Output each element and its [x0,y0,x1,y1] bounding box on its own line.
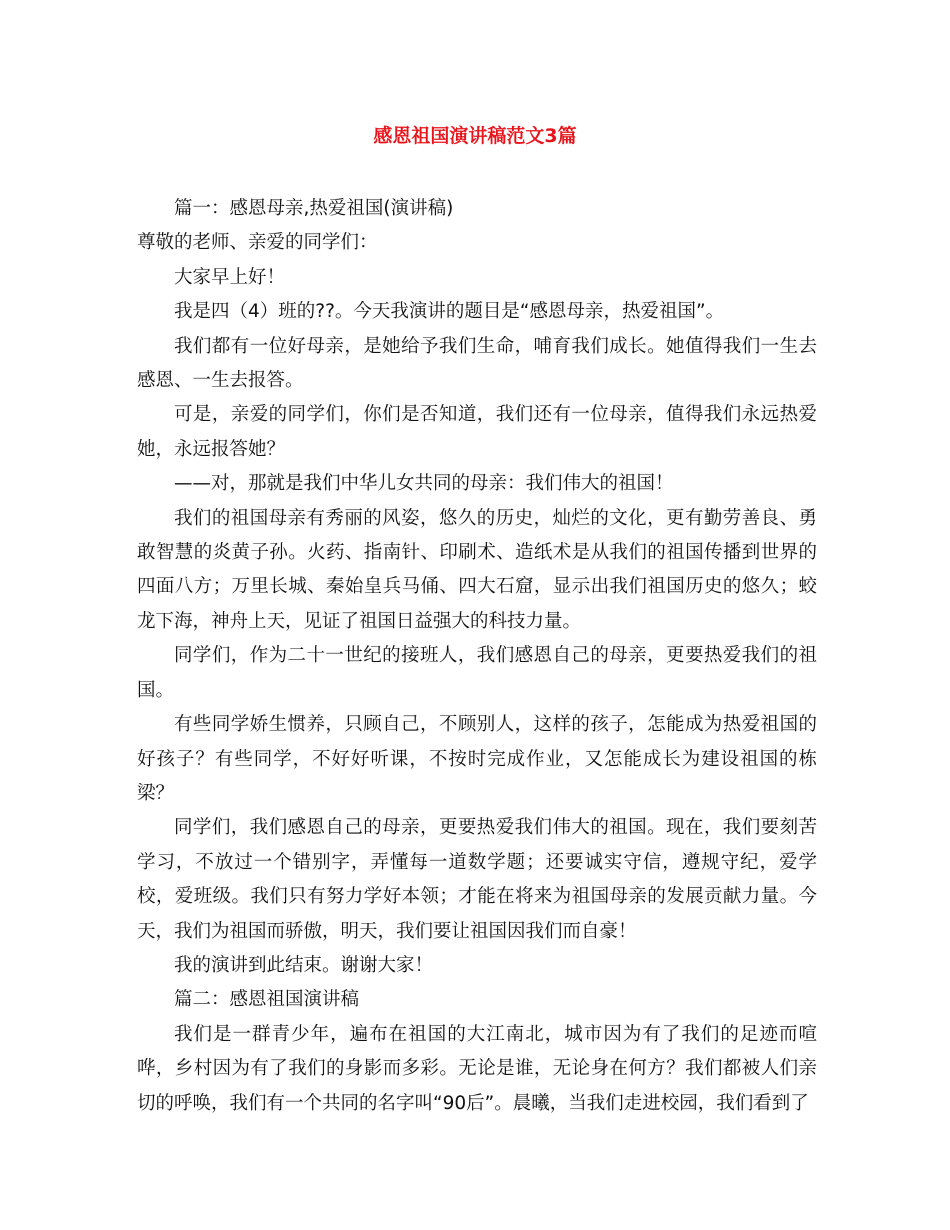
paragraph: 我的演讲到此结束。谢谢大家！ [174,954,434,976]
document-body [137,192,817,1121]
paragraph: 篇二：感恩祖国演讲稿 [174,989,360,1011]
paragraph: 我们的祖国母亲有秀丽的风姿，悠久的历史，灿烂的文化，更有勤劳善良、勇敢智慧的炎黄子孙。火药、指南针、印刷术、造纸术是从我们的祖国传播到世界的四面八方；万里长城、秦始皇兵马俑、四大石窟，显示出我们祖国历史的悠久；蛟龙下海，神舟上天，见证了祖国日益强大的科技力量。 [137,507,817,632]
paragraph: 我是四（4）班的??。今天我演讲的题目是“感恩母亲，热爱祖国”。 [174,301,725,323]
paragraph: 我们都有一位好母亲，是她给予我们生命，哺育我们成长。她值得我们一生去感恩、一生去报答。 [137,335,817,392]
paragraph: 尊敬的老师、亲爱的同学们： [137,232,378,254]
paragraph: ——对，那就是我们中华儿女共同的母亲：我们伟大的祖国！ [174,473,674,495]
paragraph: 同学们，我们感恩自己的母亲，更要热爱我们伟大的祖国。现在，我们要刻苦学习，不放过一个错别字，弄懂每一道数学题；还要诚实守信，遵规守纪，爱学校，爱班级。我们只有努力学好本领；才能在将来为祖国母亲的发展贡献力量。今天，我们为祖国而骄傲，明天，我们要让祖国因我们而自豪！ [137,817,817,942]
paragraph: 同学们，作为二十一世纪的接班人，我们感恩自己的母亲，更要热爱我们的祖国。 [137,645,817,701]
paragraph: 篇一：感恩母亲,热爱祖国(演讲稿) [174,198,454,219]
paragraph: 可是，亲爱的同学们，你们是否知道，我们还有一位母亲，值得我们永远热爱她，永远报答她？ [137,404,817,460]
paragraph: 大家早上好！ [174,266,286,288]
document-title: 感恩祖国演讲稿范文3篇 [373,125,577,147]
paragraph: 我们是一群青少年，遍布在祖国的大江南北，城市因为有了我们的足迹而喧哗，乡村因为有了我们的身影而多彩。无论是谁，无论身在何方？我们都被人们亲切的呼唤，我们有一个共同的名字叫“90后”。晨曦，当我们走进校园，我们看到了 [137,1023,817,1114]
paragraph: 有些同学娇生惯养，只顾自己，不顾别人，这样的孩子，怎能成为热爱祖国的好孩子？有些同学，不好好听课，不按时完成作业，又怎能成长为建设祖国的栋梁？ [137,714,817,804]
